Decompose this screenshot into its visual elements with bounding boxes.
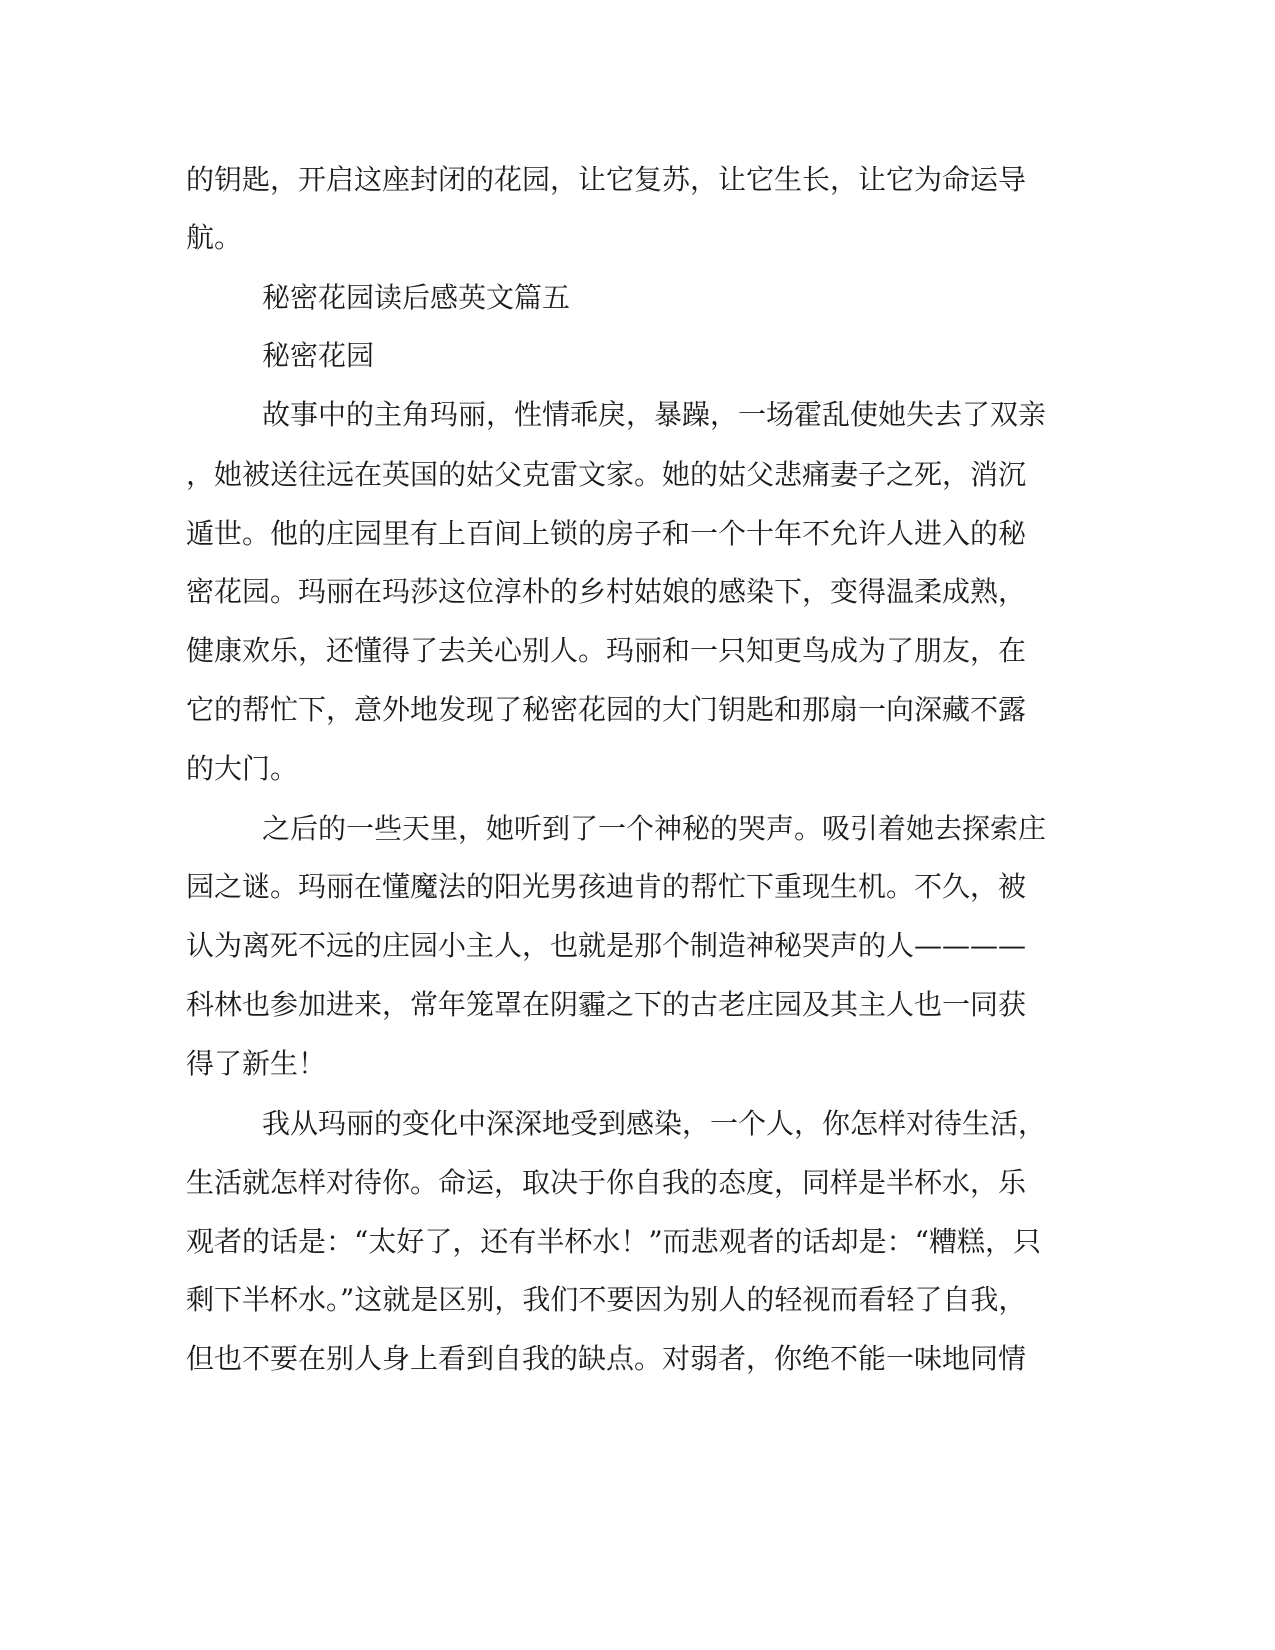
section-subheading: 秘密花园 — [262, 339, 375, 372]
text-line: 剩下半杯水。”这就是区别，我们不要因为别人的轻视而看轻了自我， — [186, 1283, 1027, 1316]
text-line: 它的帮忙下，意外地发现了秘密花园的大门钥匙和那扇一向深藏不露 — [186, 693, 1027, 726]
section-heading: 秘密花园读后感英文篇五 — [262, 281, 571, 314]
text-line: 园之谜。玛丽在懂魔法的阳光男孩迪肯的帮忙下重现生机。不久，被 — [186, 870, 1027, 903]
text-line: 我从玛丽的变化中深深地受到感染，一个人，你怎样对待生活， — [262, 1107, 1047, 1140]
text-line: 故事中的主角玛丽，性情乖戾，暴躁，一场霍乱使她失去了双亲 — [262, 398, 1047, 431]
text-line: 观者的话是：“太好了，还有半杯水！”而悲观者的话却是：“糟糕，只 — [186, 1225, 1041, 1258]
text-line: 认为离死不远的庄园小主人，也就是那个制造神秘哭声的人———— — [186, 929, 1027, 962]
text-line: 遁世。他的庄园里有上百间上锁的房子和一个十年不允许人进入的秘 — [186, 517, 1027, 550]
text-line: 之后的一些天里，她听到了一个神秘的哭声。吸引着她去探索庄 — [262, 812, 1047, 845]
text-line: 密花园。玛丽在玛莎这位淳朴的乡村姑娘的感染下，变得温柔成熟， — [186, 575, 1027, 608]
text-line: 但也不要在别人身上看到自我的缺点。对弱者，你绝不能一味地同情 — [186, 1342, 1027, 1375]
text-line: 得了新生！ — [186, 1047, 327, 1080]
text-line: 健康欢乐，还懂得了去关心别人。玛丽和一只知更鸟成为了朋友，在 — [186, 634, 1027, 667]
text-line: 航。 — [186, 221, 243, 254]
text-line: 的钥匙，开启这座封闭的花园，让它复苏，让它生长，让它为命运导 — [186, 163, 1027, 196]
text-line: 的大门。 — [186, 752, 299, 785]
text-line: ，她被送往远在英国的姑父克雷文家。她的姑父悲痛妻子之死，消沉 — [186, 458, 1027, 491]
text-line: 生活就怎样对待你。命运，取决于你自我的态度，同样是半杯水，乐 — [186, 1166, 1027, 1199]
text-line: 科林也参加进来，常年笼罩在阴霾之下的古老庄园及其主人也一同获 — [186, 988, 1027, 1021]
